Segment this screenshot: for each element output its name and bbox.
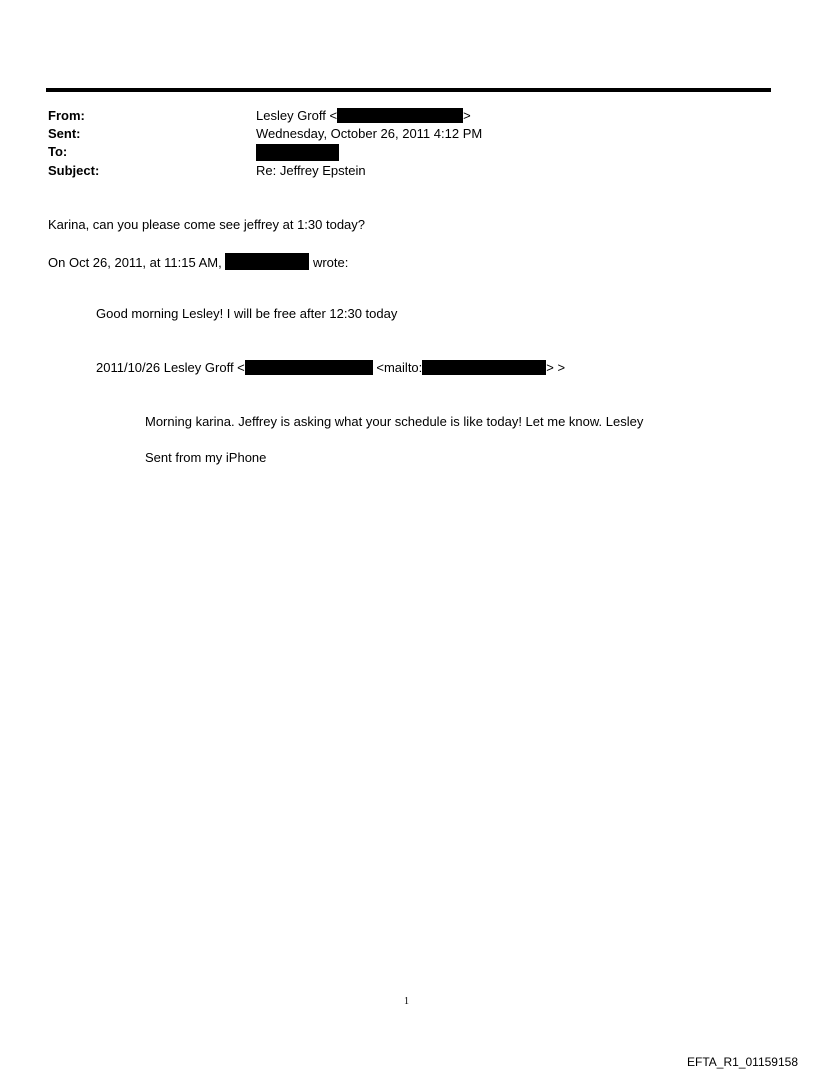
from-name: Lesley Groff < xyxy=(256,108,338,123)
reply-line: Good morning Lesley! I will be free after 12:30 today xyxy=(96,306,398,321)
quote-body: Morning karina. Jeffrey is asking what your schedule is like today! Let me know. Lesley xyxy=(145,414,644,429)
redaction-box xyxy=(337,108,463,123)
body-line-1: Karina, can you please come see jeffrey at 1:30 today? xyxy=(48,217,366,232)
redaction-box xyxy=(422,360,546,375)
document-id: EFTA_R1_01159158 xyxy=(687,1055,798,1069)
to-label: To: xyxy=(48,144,68,159)
from-label: From: xyxy=(48,108,85,123)
wrote-prefix: On Oct 26, 2011, at 11:15 AM, xyxy=(48,255,222,270)
from-close: > xyxy=(463,108,471,123)
header-rule xyxy=(46,88,771,92)
quote-prefix: 2011/10/26 Lesley Groff < xyxy=(96,360,245,375)
signature: Sent from my iPhone xyxy=(145,450,267,465)
quote-mailto: <mailto: xyxy=(376,360,423,375)
sent-label: Sent: xyxy=(48,126,81,141)
from-value xyxy=(256,108,471,124)
subject-value: Re: Jeffrey Epstein xyxy=(256,163,366,178)
quote-header-line xyxy=(96,360,565,376)
redaction-box xyxy=(245,360,373,375)
wrote-suffix: wrote: xyxy=(312,255,349,270)
sent-value: Wednesday, October 26, 2011 4:12 PM xyxy=(256,126,483,141)
subject-label: Subject: xyxy=(48,163,100,178)
redaction-box xyxy=(256,144,339,161)
page-number: 1 xyxy=(404,996,409,1007)
quote-close: > > xyxy=(546,360,566,375)
to-value xyxy=(256,144,339,162)
redaction-box xyxy=(225,253,309,270)
wrote-line xyxy=(48,253,348,271)
